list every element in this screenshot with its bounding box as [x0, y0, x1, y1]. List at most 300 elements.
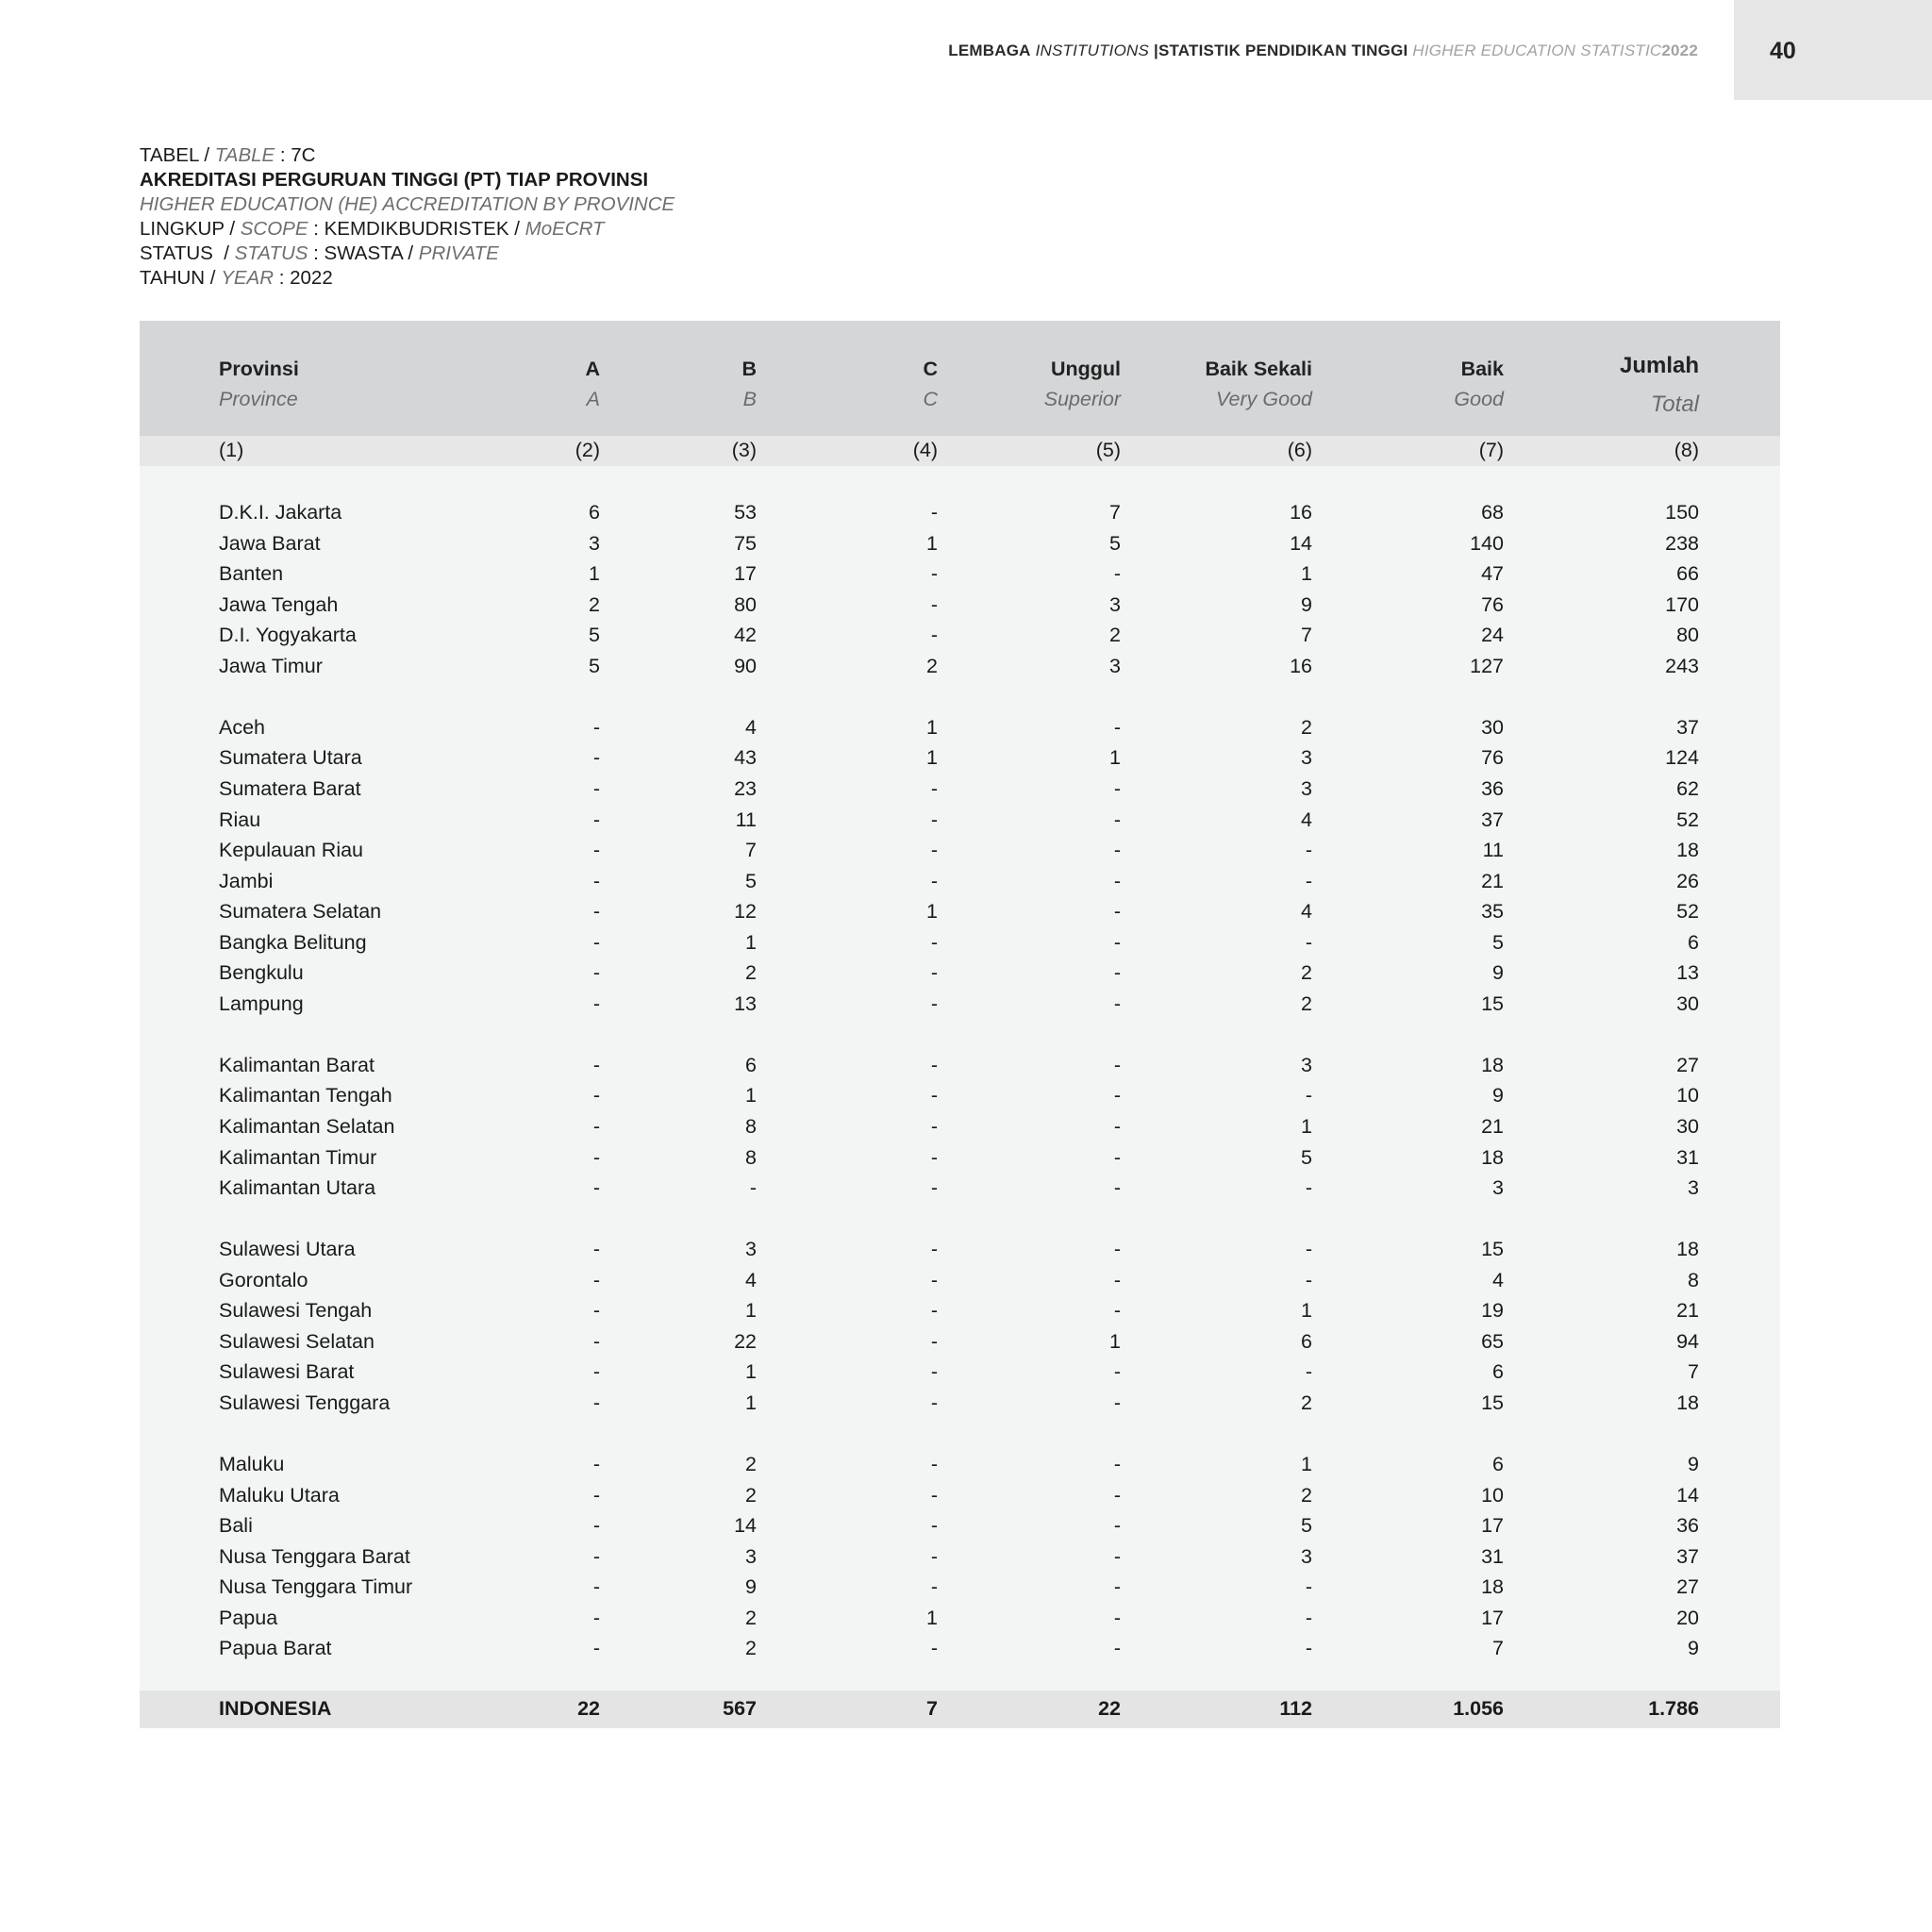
- table-cell: -: [592, 1360, 600, 1384]
- table-cell: -: [592, 1637, 600, 1660]
- table-cell: 13: [1676, 961, 1699, 985]
- table-cell: 10: [1481, 1483, 1504, 1507]
- table-cell: 1: [1301, 1299, 1312, 1323]
- column-header-en-6: Very Good: [1216, 388, 1312, 410]
- table-cell: -: [930, 1575, 938, 1599]
- column-header-en-7: Good: [1454, 388, 1504, 410]
- table-cell: 18: [1481, 1145, 1504, 1169]
- table-cell: 6: [1492, 1360, 1504, 1384]
- table-cell: 2: [745, 961, 757, 985]
- table-cell: 36: [1676, 1514, 1699, 1538]
- table-cell: 62: [1676, 776, 1699, 800]
- table-cell: -: [930, 808, 938, 831]
- province-name: Nusa Tenggara Barat: [219, 1544, 410, 1568]
- table-cell: -: [1113, 930, 1121, 954]
- table-label-en: TABLE: [214, 144, 275, 166]
- table-cell: 2: [1301, 961, 1312, 985]
- table-cell: -: [592, 1453, 600, 1476]
- table-cell: -: [592, 1483, 600, 1507]
- table-cell: 11: [1482, 839, 1504, 862]
- table-cell: 8: [1688, 1268, 1699, 1291]
- table-label: TABEL /: [140, 144, 210, 166]
- table-cell: 3: [1492, 1176, 1504, 1200]
- table-cell: -: [592, 808, 600, 831]
- table-cell: 9: [1688, 1637, 1699, 1660]
- table-cell: 2: [745, 1606, 757, 1629]
- province-name: Sulawesi Selatan: [219, 1329, 375, 1353]
- table-cell: -: [1305, 1176, 1312, 1200]
- table-cell: 8: [745, 1115, 757, 1138]
- table-cell: 150: [1665, 501, 1699, 524]
- table-cell: 53: [734, 501, 757, 524]
- table-cell: 2: [1301, 1391, 1312, 1414]
- table-cell: 7: [1109, 501, 1121, 524]
- header-part-2: INSTITUTIONS: [1035, 42, 1150, 59]
- table-cell: 22: [734, 1329, 757, 1353]
- table-cell: 3: [1301, 746, 1312, 770]
- table-cell: 15: [1481, 1391, 1504, 1414]
- table-cell: -: [1113, 1360, 1121, 1384]
- table-cell: -: [1113, 776, 1121, 800]
- table-cell: 6: [745, 1053, 757, 1076]
- table-cell: 1: [1301, 1453, 1312, 1476]
- table-cell: 9: [1492, 961, 1504, 985]
- table-cell: -: [592, 1176, 600, 1200]
- table-cell: -: [1113, 869, 1121, 892]
- table-cell: 14: [734, 1514, 757, 1538]
- table-cell: -: [930, 961, 938, 985]
- column-header-6: Baik Sekali: [1205, 358, 1312, 380]
- province-name: D.I. Yogyakarta: [219, 624, 357, 647]
- column-number-8: (8): [1674, 439, 1699, 461]
- table-cell: 2: [1109, 624, 1121, 647]
- province-name: Sulawesi Utara: [219, 1238, 356, 1261]
- table-id: : 7C: [279, 144, 316, 166]
- table-cell: -: [930, 1483, 938, 1507]
- status-label: STATUS /: [140, 242, 229, 264]
- table-cell: 17: [1481, 1514, 1504, 1538]
- table-cell: 80: [734, 592, 757, 616]
- table-cell: -: [592, 715, 600, 739]
- table-cell: 68: [1481, 501, 1504, 524]
- table-cell: -: [930, 776, 938, 800]
- table-title: AKREDITASI PERGURUAN TINGGI (PT) TIAP PROVINSI: [140, 169, 649, 191]
- table-cell: -: [930, 592, 938, 616]
- table-cell: 1: [745, 930, 757, 954]
- column-header-en-8: Total: [1650, 391, 1699, 417]
- table-cell: 27: [1676, 1053, 1699, 1076]
- table-cell: 2: [1301, 991, 1312, 1015]
- table-cell: 127: [1470, 654, 1504, 677]
- table-cell: -: [930, 1238, 938, 1261]
- table-cell: -: [1113, 808, 1121, 831]
- page-number-box: [1734, 0, 1932, 100]
- scope-value: : KEMDIKBUDRISTEK /: [313, 218, 520, 240]
- table-cell: 3: [1109, 592, 1121, 616]
- table-cell: 5: [1301, 1514, 1312, 1538]
- table-cell: -: [1305, 1084, 1312, 1108]
- table-cell: 23: [734, 776, 757, 800]
- column-header-8: Jumlah: [1619, 353, 1699, 378]
- table-cell: -: [1305, 1606, 1312, 1629]
- table-cell: -: [1113, 562, 1121, 586]
- total-label: INDONESIA: [219, 1697, 332, 1720]
- table-cell: -: [1305, 1360, 1312, 1384]
- column-header-3: B: [741, 358, 757, 380]
- table-cell: 9: [1688, 1453, 1699, 1476]
- province-name: Kepulauan Riau: [219, 839, 364, 862]
- table-total-band: [140, 1690, 1780, 1728]
- table-cell: 37: [1676, 1544, 1699, 1568]
- table-cell: 52: [1676, 808, 1699, 831]
- table-cell: 31: [1481, 1544, 1504, 1568]
- table-cell: -: [930, 1176, 938, 1200]
- column-header-1: Provinsi: [219, 358, 299, 380]
- table-cell: -: [930, 1053, 938, 1076]
- table-cell: 3: [1301, 1544, 1312, 1568]
- table-cell: -: [1113, 1145, 1121, 1169]
- province-name: Banten: [219, 562, 284, 586]
- table-cell: 15: [1481, 991, 1504, 1015]
- table-cell: 5: [1492, 930, 1504, 954]
- total-cell: 1.786: [1648, 1697, 1699, 1720]
- table-cell: -: [1113, 1238, 1121, 1261]
- table-cell: 4: [1492, 1268, 1504, 1291]
- table-cell: 6: [1492, 1453, 1504, 1476]
- table-cell: 5: [745, 869, 757, 892]
- table-cell: 2: [745, 1453, 757, 1476]
- province-name: Sulawesi Tenggara: [219, 1391, 391, 1414]
- table-cell: 6: [1301, 1329, 1312, 1353]
- table-cell: -: [592, 930, 600, 954]
- column-header-en-4: C: [923, 388, 938, 410]
- table-cell: 14: [1290, 531, 1312, 555]
- table-cell: -: [930, 869, 938, 892]
- table-cell: 1: [926, 746, 938, 770]
- column-header-5: Unggul: [1050, 358, 1121, 380]
- table-cell: 52: [1676, 900, 1699, 924]
- province-name: Kalimantan Selatan: [219, 1115, 395, 1138]
- table-cell: 5: [589, 624, 600, 647]
- table-cell: 17: [1481, 1606, 1504, 1629]
- table-cell: 9: [745, 1575, 757, 1599]
- table-cell: 14: [1676, 1483, 1699, 1507]
- column-number-7: (7): [1478, 439, 1504, 461]
- table-cell: 4: [745, 1268, 757, 1291]
- table-cell: -: [1113, 1575, 1121, 1599]
- table-cell: 16: [1290, 654, 1312, 677]
- table-cell: -: [1113, 839, 1121, 862]
- header-part-5: 2022: [1661, 42, 1698, 59]
- table-cell: -: [592, 1606, 600, 1629]
- province-name: Kalimantan Utara: [219, 1176, 376, 1200]
- table-cell: 76: [1481, 592, 1504, 616]
- table-cell: 9: [1301, 592, 1312, 616]
- province-name: Jawa Barat: [219, 531, 321, 555]
- table-cell: -: [930, 1514, 938, 1538]
- table-cell: 13: [734, 991, 757, 1015]
- table-cell: 21: [1481, 869, 1504, 892]
- table-cell: 19: [1481, 1299, 1504, 1323]
- column-number-3: (3): [731, 439, 757, 461]
- table-cell: 1: [745, 1360, 757, 1384]
- table-cell: 42: [734, 624, 757, 647]
- province-name: D.K.I. Jakarta: [219, 501, 342, 524]
- table-cell: 66: [1676, 562, 1699, 586]
- province-name: Kalimantan Timur: [219, 1145, 377, 1169]
- table-cell: 1: [745, 1391, 757, 1414]
- province-name: Jambi: [219, 869, 274, 892]
- total-cell: 7: [926, 1697, 938, 1720]
- table-cell: 65: [1481, 1329, 1504, 1353]
- province-name: Bengkulu: [219, 961, 304, 985]
- table-cell: 37: [1676, 715, 1699, 739]
- table-cell: 17: [734, 562, 757, 586]
- header-part-4: HIGHER EDUCATION STATISTIC: [1412, 42, 1662, 59]
- province-name: Maluku Utara: [219, 1483, 340, 1507]
- table-cell: 7: [1688, 1360, 1699, 1384]
- column-header-en-2: A: [586, 388, 600, 410]
- column-number-4: (4): [912, 439, 938, 461]
- page-number: 40: [1770, 38, 1796, 64]
- column-header-4: C: [923, 358, 938, 380]
- table-cell: 1: [745, 1084, 757, 1108]
- table-cell: -: [1113, 1299, 1121, 1323]
- table-cell: -: [1113, 1053, 1121, 1076]
- table-cell: 2: [589, 592, 600, 616]
- table-cell: 75: [734, 531, 757, 555]
- total-cell: 1.056: [1453, 1697, 1504, 1720]
- table-cell: 27: [1676, 1575, 1699, 1599]
- table-cell: -: [592, 1514, 600, 1538]
- province-name: Gorontalo: [219, 1268, 308, 1291]
- total-cell: 22: [1098, 1697, 1121, 1720]
- table-cell: -: [592, 1391, 600, 1414]
- table-cell: 140: [1470, 531, 1504, 555]
- province-name: Sulawesi Tengah: [219, 1299, 373, 1323]
- table-cell: 10: [1676, 1084, 1699, 1108]
- table-cell: 170: [1665, 592, 1699, 616]
- table-cell: 124: [1665, 746, 1699, 770]
- table-meta: [140, 143, 675, 291]
- province-name: Papua: [219, 1606, 278, 1629]
- table-cell: -: [930, 1145, 938, 1169]
- table-cell: 7: [745, 839, 757, 862]
- table-cell: -: [592, 1544, 600, 1568]
- table-cell: 2: [1301, 1483, 1312, 1507]
- table-cell: -: [592, 1238, 600, 1261]
- column-header-en-3: B: [742, 388, 757, 410]
- table-cell: 1: [926, 1606, 938, 1629]
- table-cell: 1: [1301, 562, 1312, 586]
- total-cell: 567: [723, 1697, 757, 1720]
- table-cell: 1: [745, 1299, 757, 1323]
- table-cell: 238: [1665, 531, 1699, 555]
- table-cell: 31: [1676, 1145, 1699, 1169]
- table-cell: 7: [1301, 624, 1312, 647]
- table-cell: -: [1113, 1483, 1121, 1507]
- column-number-2: (2): [575, 439, 600, 461]
- status-line: [140, 242, 675, 266]
- table-cell: 43: [734, 746, 757, 770]
- table-cell: -: [592, 1115, 600, 1138]
- province-name: Lampung: [219, 991, 304, 1015]
- table-cell: 5: [589, 654, 600, 677]
- status-value: : SWASTA /: [313, 242, 414, 264]
- table-cell: 1: [926, 715, 938, 739]
- table-cell: -: [930, 1453, 938, 1476]
- table-cell: 24: [1481, 624, 1504, 647]
- table-cell: 3: [1301, 776, 1312, 800]
- table-cell: 11: [735, 808, 757, 831]
- table-cell: 18: [1676, 1391, 1699, 1414]
- table-cell: 18: [1481, 1053, 1504, 1076]
- province-name: Sumatera Utara: [219, 746, 362, 770]
- scope-value-en: MoECRT: [525, 218, 605, 240]
- table-cell: 3: [589, 531, 600, 555]
- table-cell: 16: [1290, 501, 1312, 524]
- province-name: Nusa Tenggara Timur: [219, 1575, 413, 1599]
- table-cell: -: [1305, 1575, 1312, 1599]
- table-cell: -: [1113, 1268, 1121, 1291]
- table-cell: 1: [1301, 1115, 1312, 1138]
- province-name: Papua Barat: [219, 1637, 332, 1660]
- table-cell: 2: [926, 654, 938, 677]
- table-cell: 1: [589, 562, 600, 586]
- table-cell: -: [592, 1084, 600, 1108]
- table-cell: 15: [1481, 1238, 1504, 1261]
- header-part-3: |STATISTIK PENDIDIKAN TINGGI: [1153, 42, 1408, 59]
- header-part-1: LEMBAGA: [948, 42, 1031, 59]
- table-cell: -: [1305, 869, 1312, 892]
- table-cell: -: [592, 746, 600, 770]
- table-subtitle: HIGHER EDUCATION (HE) ACCREDITATION BY PROVINCE: [140, 193, 675, 215]
- table-cell: -: [592, 991, 600, 1015]
- table-cell: -: [1305, 1238, 1312, 1261]
- table-cell: -: [1113, 1544, 1121, 1568]
- table-cell: -: [592, 1329, 600, 1353]
- table-cell: -: [592, 1268, 600, 1291]
- table-cell: -: [592, 961, 600, 985]
- province-name: Sumatera Barat: [219, 776, 361, 800]
- column-header-en-1: Province: [219, 388, 298, 410]
- table-cell: -: [930, 930, 938, 954]
- year-label-en: YEAR: [221, 267, 275, 289]
- table-cell: 3: [745, 1544, 757, 1568]
- table-id-line: [140, 143, 675, 168]
- column-number-1: (1): [219, 439, 244, 461]
- table-cell: -: [592, 839, 600, 862]
- table-cell: 4: [745, 715, 757, 739]
- table-cell: -: [930, 1544, 938, 1568]
- table-cell: 30: [1676, 1115, 1699, 1138]
- table-cell: 1: [1109, 746, 1121, 770]
- total-cell: 22: [577, 1697, 600, 1720]
- table-cell: -: [749, 1176, 757, 1200]
- table-cell: 30: [1481, 715, 1504, 739]
- table-cell: 2: [1301, 715, 1312, 739]
- table-cell: -: [1113, 715, 1121, 739]
- status-label-en: STATUS: [234, 242, 308, 264]
- province-name: Maluku: [219, 1453, 285, 1476]
- table-cell: 37: [1481, 808, 1504, 831]
- table-cell: -: [1113, 900, 1121, 924]
- table-cell: -: [930, 1115, 938, 1138]
- table-cell: 2: [745, 1483, 757, 1507]
- table-cell: -: [1113, 1514, 1121, 1538]
- table-cell: 4: [1301, 900, 1312, 924]
- column-number-6: (6): [1287, 439, 1312, 461]
- table-cell: 4: [1301, 808, 1312, 831]
- column-header-en-5: Superior: [1043, 388, 1121, 410]
- column-number-5: (5): [1095, 439, 1121, 461]
- table-cell: -: [1113, 1115, 1121, 1138]
- table-cell: -: [1113, 1084, 1121, 1108]
- table-cell: -: [1113, 991, 1121, 1015]
- table-cell: -: [930, 624, 938, 647]
- table-cell: -: [930, 562, 938, 586]
- table-cell: -: [1113, 1391, 1121, 1414]
- table-cell: 3: [1301, 1053, 1312, 1076]
- table-cell: 8: [745, 1145, 757, 1169]
- table-cell: 80: [1676, 624, 1699, 647]
- year-label: TAHUN /: [140, 267, 216, 289]
- table-cell: 30: [1676, 991, 1699, 1015]
- province-name: Kalimantan Tengah: [219, 1084, 392, 1108]
- table-cell: -: [1305, 839, 1312, 862]
- table-cell: 20: [1676, 1606, 1699, 1629]
- table-cell: -: [930, 1329, 938, 1353]
- table-cell: -: [930, 1391, 938, 1414]
- table-cell: 3: [745, 1238, 757, 1261]
- table-cell: 9: [1492, 1084, 1504, 1108]
- province-name: Jawa Tengah: [219, 592, 339, 616]
- table-cell: -: [592, 1299, 600, 1323]
- table-cell: 2: [745, 1637, 757, 1660]
- province-name: Sumatera Selatan: [219, 900, 382, 924]
- table-cell: -: [1113, 1606, 1121, 1629]
- province-name: Jawa Timur: [219, 654, 323, 677]
- table-cell: 21: [1481, 1115, 1504, 1138]
- province-name: Bali: [219, 1514, 253, 1538]
- table-cell: 3: [1109, 654, 1121, 677]
- table-cell: -: [930, 839, 938, 862]
- table-cell: 35: [1481, 900, 1504, 924]
- table-cell: 5: [1109, 531, 1121, 555]
- status-value-en: PRIVATE: [418, 242, 499, 264]
- column-header-2: A: [585, 358, 600, 380]
- table-cell: 243: [1665, 654, 1699, 677]
- table-cell: 6: [589, 501, 600, 524]
- table-cell: -: [930, 1084, 938, 1108]
- table-cell: -: [592, 1053, 600, 1076]
- table-cell: -: [1113, 1176, 1121, 1200]
- column-header-7: Baik: [1460, 358, 1504, 380]
- scope-line: [140, 217, 675, 242]
- table-header-band: [140, 321, 1780, 436]
- table-cell: -: [1305, 1268, 1312, 1291]
- table-cell: 1: [926, 531, 938, 555]
- scope-label-en: SCOPE: [240, 218, 308, 240]
- table-cell: -: [1113, 961, 1121, 985]
- table-cell: -: [930, 1299, 938, 1323]
- scope-label: LINGKUP /: [140, 218, 236, 240]
- table-cell: -: [592, 1145, 600, 1169]
- table-cell: 36: [1481, 776, 1504, 800]
- table-cell: 5: [1301, 1145, 1312, 1169]
- table-cell: -: [930, 1268, 938, 1291]
- table-cell: -: [930, 1637, 938, 1660]
